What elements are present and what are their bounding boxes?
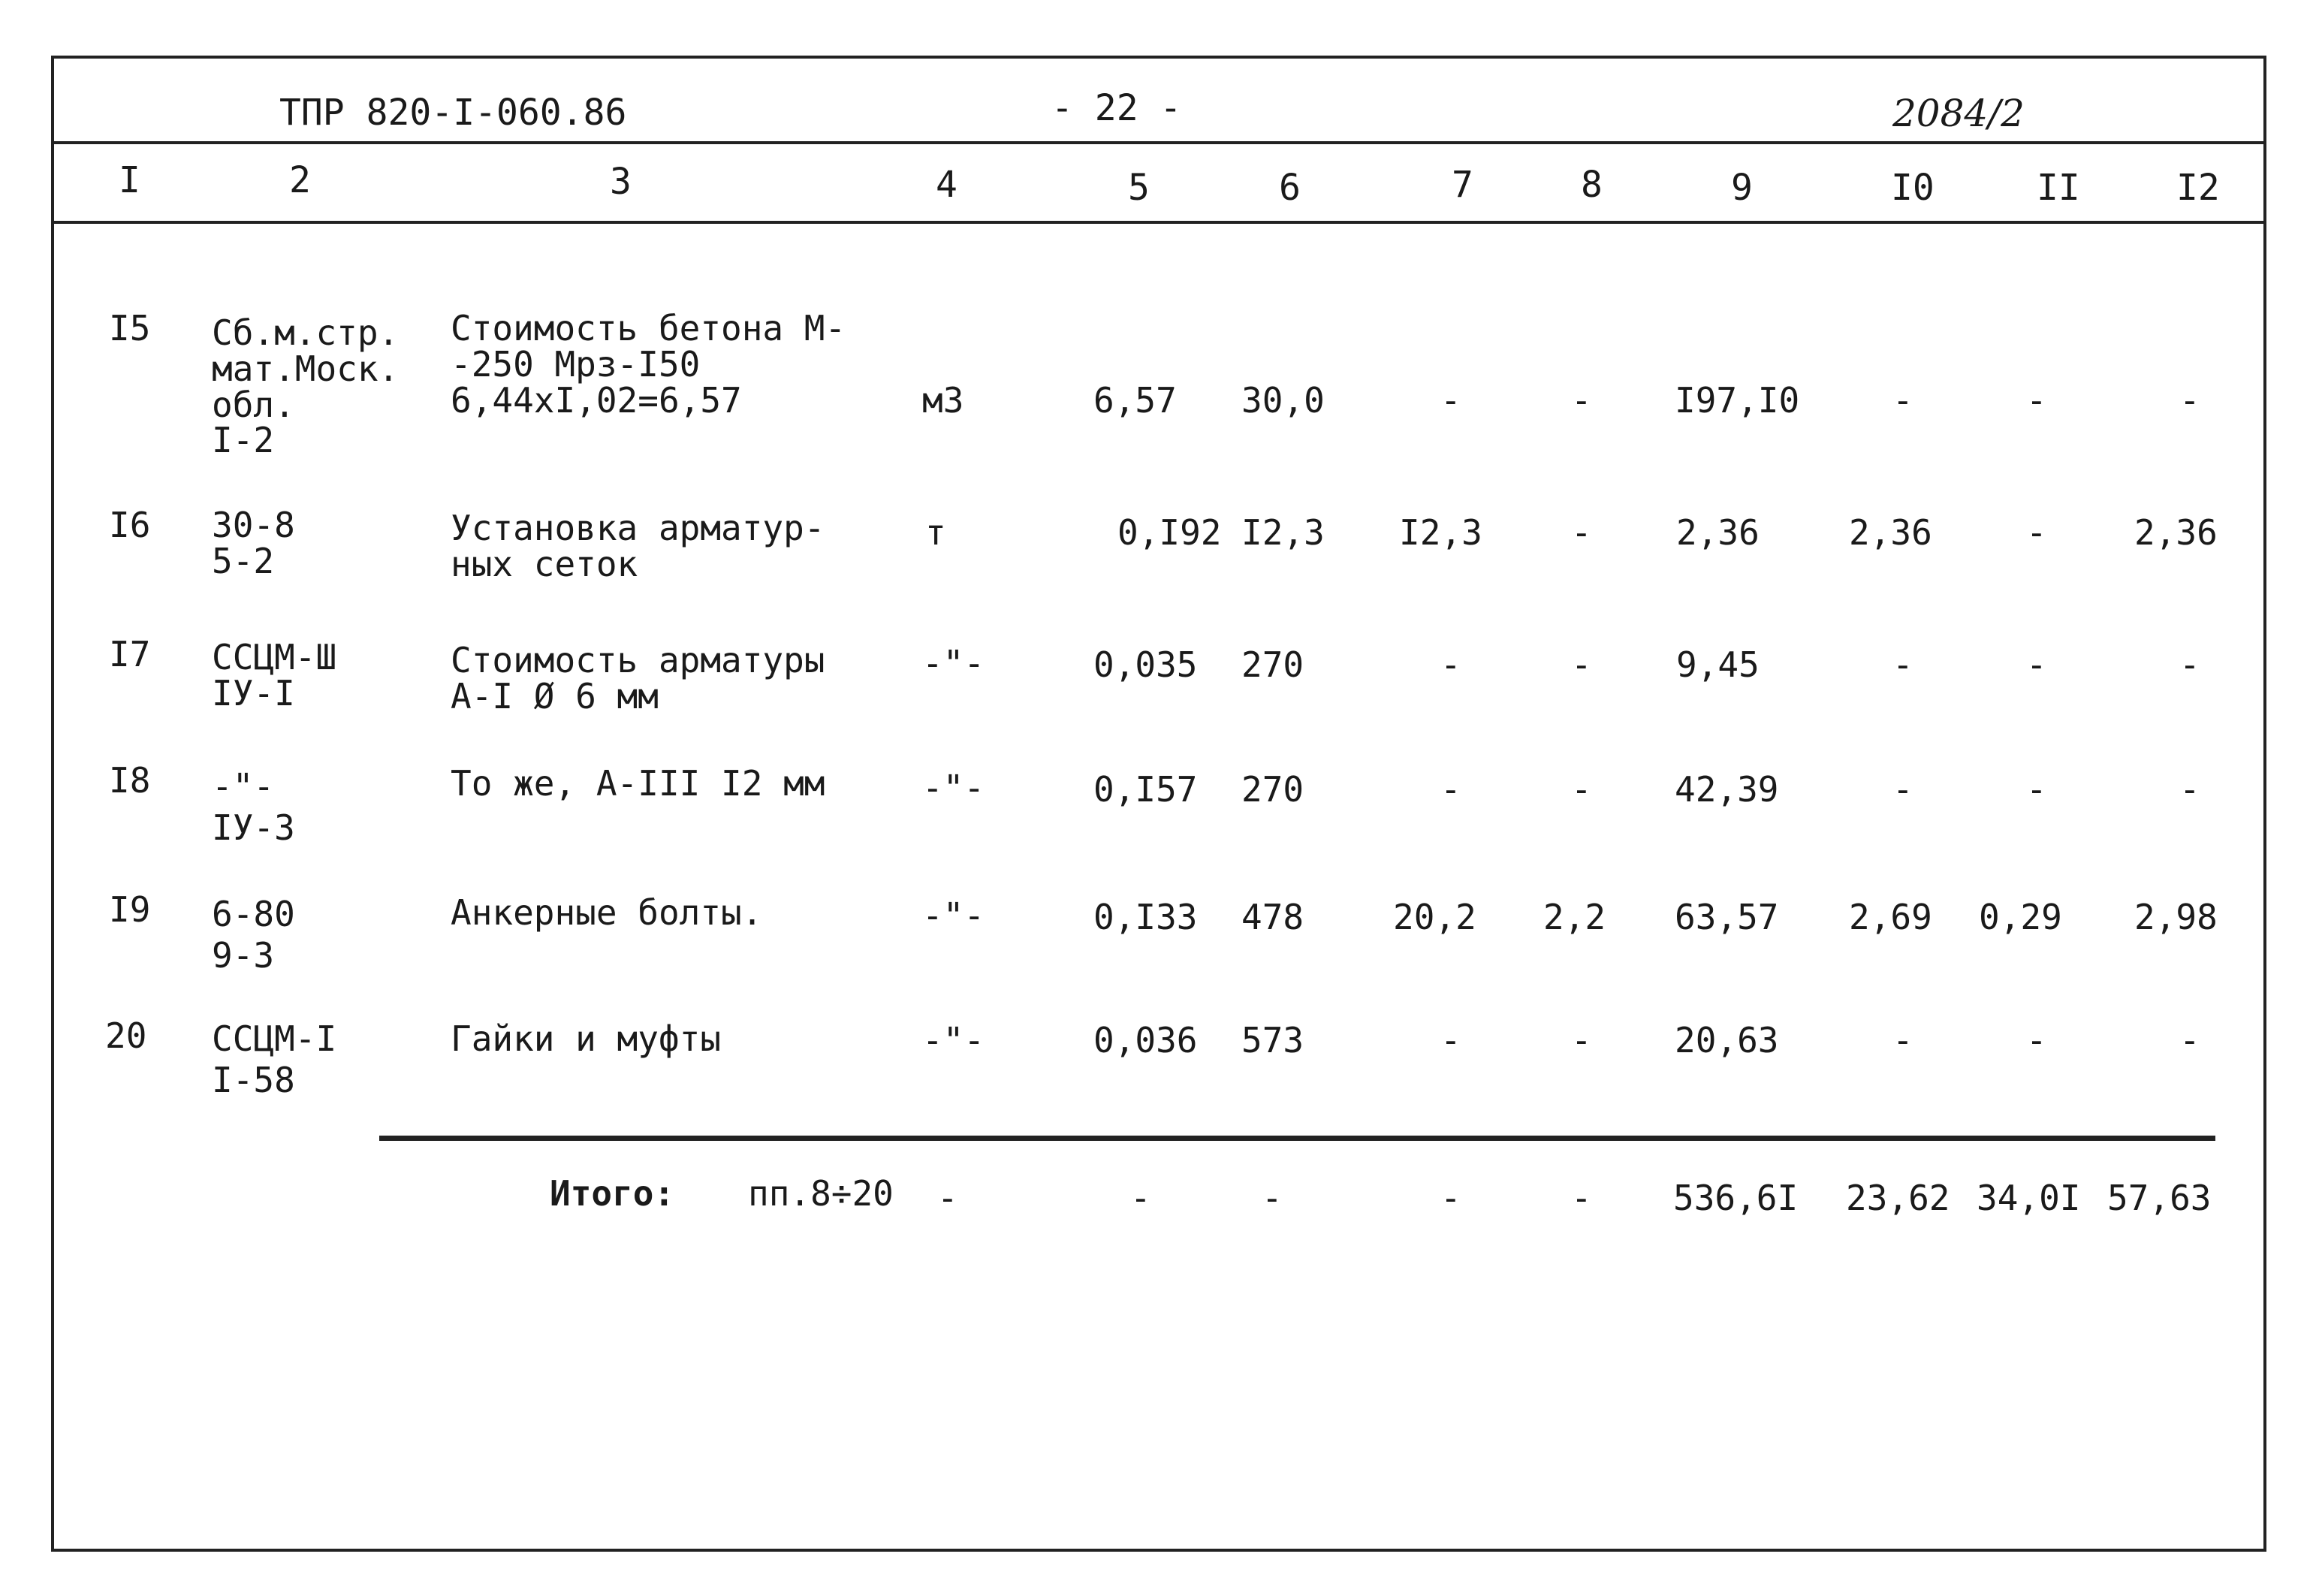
- row-col-7: -: [1440, 644, 1461, 685]
- total-label: Итого:: [550, 1173, 675, 1214]
- column-header-11: II: [2037, 167, 2080, 209]
- row-description: Гайки и муфты: [451, 1018, 722, 1059]
- row-unit: м3: [922, 380, 964, 421]
- row-col-11: -: [2026, 512, 2047, 553]
- row-col-12: -: [2179, 380, 2200, 421]
- total-col-10: 23,62: [1846, 1178, 1950, 1218]
- page-number: - 22 -: [1051, 87, 1182, 129]
- column-header-8: 8: [1581, 164, 1603, 206]
- row-col-12: 2,36: [2134, 512, 2218, 553]
- row-col-11: -: [2026, 769, 2047, 810]
- row-col-9: 63,57: [1675, 897, 1779, 937]
- column-header-4: 4: [936, 164, 957, 206]
- row-col-10: -: [1892, 1020, 1913, 1060]
- row-col-6: 30,0: [1241, 380, 1325, 421]
- row-col-11: 0,29: [1979, 897, 2062, 937]
- document-code: ТПР 820-I-060.86: [279, 92, 627, 134]
- sheet-reference: 2084/2: [1892, 92, 2025, 135]
- row-col-12: -: [2179, 644, 2200, 685]
- row-number: I9: [109, 889, 151, 930]
- row-description: Стоимость бетона М- -250 Мрз-I50 6,44xI,02=6,57: [451, 308, 846, 421]
- column-header-6: 6: [1279, 167, 1301, 209]
- total-divider: [379, 1136, 2215, 1141]
- row-col-5: 0,I92: [1117, 512, 1222, 553]
- row-col-8: 2,2: [1543, 897, 1606, 937]
- row-col-9: 2,36: [1676, 512, 1760, 553]
- row-col-7: -: [1440, 1020, 1461, 1060]
- row-col-6: 270: [1241, 644, 1304, 685]
- row-number: 20: [105, 1015, 147, 1056]
- column-header-2: 2: [289, 159, 311, 201]
- row-col-8: -: [1571, 512, 1592, 553]
- row-col-7: I2,3: [1399, 512, 1482, 553]
- total-range: пп.8÷20: [748, 1173, 894, 1214]
- row-description: То же, А-III I2 мм: [451, 763, 825, 804]
- row-unit: -"-: [922, 643, 985, 683]
- column-header-1: I: [119, 159, 140, 201]
- row-unit: т: [925, 512, 946, 553]
- column-header-12: I2: [2176, 167, 2220, 209]
- total-col-12: 57,63: [2107, 1178, 2212, 1218]
- row-col-8: -: [1571, 769, 1592, 810]
- column-header-divider: [51, 221, 2266, 224]
- row-col-6: 478: [1241, 897, 1304, 937]
- row-col-9: I97,I0: [1675, 380, 1800, 421]
- row-unit: -"-: [922, 768, 985, 808]
- row-number: I5: [109, 308, 151, 348]
- row-col-5: 6,57: [1093, 380, 1177, 421]
- row-description: Установка арматур- ных сеток: [451, 508, 825, 584]
- row-col-5: 0,I57: [1093, 769, 1198, 810]
- row-col-8: -: [1571, 380, 1592, 421]
- row-col-10: 2,69: [1849, 897, 1932, 937]
- total-col-9: 536,6I: [1673, 1178, 1799, 1218]
- row-col-12: -: [2179, 769, 2200, 810]
- total-col-5: -: [1130, 1178, 1151, 1218]
- row-col-12: -: [2179, 1020, 2200, 1060]
- row-col-7: -: [1440, 769, 1461, 810]
- row-col-11: -: [2026, 380, 2047, 421]
- row-col-10: -: [1892, 644, 1913, 685]
- row-col-7: 20,2: [1393, 897, 1476, 937]
- row-col-6: I2,3: [1241, 512, 1325, 553]
- row-col-11: -: [2026, 644, 2047, 685]
- row-code: 6-80 9-3: [212, 894, 295, 976]
- column-header-5: 5: [1128, 167, 1150, 209]
- total-col-7: -: [1440, 1178, 1461, 1218]
- row-col-9: 9,45: [1676, 644, 1760, 685]
- row-code: Сб.м.стр. мат.Моск. обл. I-2: [212, 312, 400, 461]
- row-description: Стоимость арматуры А-I Ø 6 мм: [451, 640, 825, 717]
- row-col-5: 0,036: [1093, 1020, 1198, 1060]
- column-header-3: 3: [610, 161, 632, 203]
- row-col-6: 573: [1241, 1020, 1304, 1060]
- row-col-10: 2,36: [1849, 512, 1932, 553]
- row-col-10: -: [1892, 380, 1913, 421]
- row-col-12: 2,98: [2134, 897, 2218, 937]
- row-col-8: -: [1571, 1020, 1592, 1060]
- row-col-8: -: [1571, 644, 1592, 685]
- row-code: -"- IУ-3: [212, 766, 295, 849]
- total-col-6: -: [1262, 1178, 1283, 1218]
- row-code: ССЦМ-I I-58: [212, 1018, 337, 1101]
- column-header-10: I0: [1891, 167, 1935, 209]
- total-col-4: -: [937, 1178, 958, 1218]
- header-divider: [51, 141, 2266, 144]
- row-col-9: 20,63: [1675, 1020, 1779, 1060]
- row-number: I7: [109, 634, 151, 674]
- row-unit: -"-: [922, 895, 985, 936]
- total-col-8: -: [1571, 1178, 1592, 1218]
- row-code: ССЦМ-Ш IУ-I: [212, 637, 337, 714]
- row-number: I8: [109, 760, 151, 801]
- row-unit: -"-: [922, 1020, 985, 1060]
- row-col-5: 0,035: [1093, 644, 1198, 685]
- row-col-9: 42,39: [1675, 769, 1779, 810]
- column-header-9: 9: [1731, 167, 1753, 209]
- row-col-6: 270: [1241, 769, 1304, 810]
- row-col-5: 0,I33: [1093, 897, 1198, 937]
- row-col-11: -: [2026, 1020, 2047, 1060]
- row-number: I6: [109, 505, 151, 545]
- row-code: 30-8 5-2: [212, 505, 295, 581]
- row-col-10: -: [1892, 769, 1913, 810]
- row-description: Анкерные болты.: [451, 892, 763, 933]
- total-col-11: 34,0I: [1977, 1178, 2081, 1218]
- column-header-7: 7: [1452, 164, 1473, 206]
- row-col-7: -: [1440, 380, 1461, 421]
